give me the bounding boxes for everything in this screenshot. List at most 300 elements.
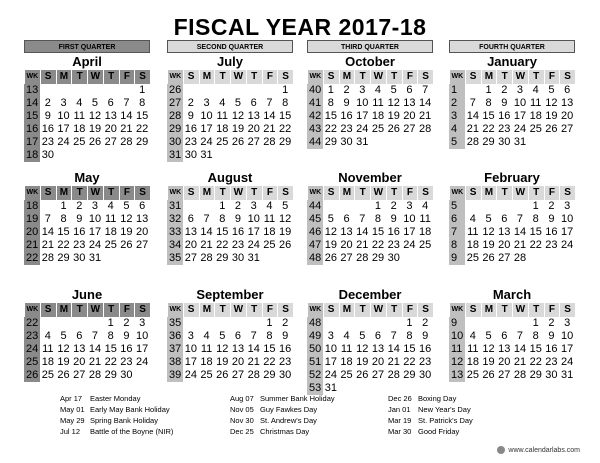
day-cell [402,136,418,149]
month-march [449,287,575,382]
day-cell: 11 [340,343,353,355]
month-name: March [492,287,532,302]
day-cell: 20 [340,239,353,251]
week-number: 9 [449,252,465,265]
week-row [24,239,150,252]
month-september [167,287,293,382]
day-cell: 3 [139,317,146,329]
day-cell: 13 [184,226,197,238]
day-cell: 2 [548,200,555,212]
week-row [307,110,433,123]
weekday-label: T [103,186,119,200]
day-cell: 22 [216,239,229,251]
weekday-label: S [183,303,199,317]
day-cell: 27 [73,369,86,381]
day-cell: 24 [88,239,102,251]
weekday-label: S [465,70,481,84]
day-cell [559,252,575,265]
holiday-list-2 [230,393,335,437]
day-cell: 18 [419,226,432,238]
day-cell: 7 [250,330,257,342]
day-cell: 15 [263,343,276,355]
day-cell [323,200,339,213]
day-cell: 13 [371,343,385,355]
weekday-label: W [87,70,103,84]
weekday-label: T [386,70,402,84]
day-cell: 31 [513,136,527,148]
day-cell: 25 [216,136,229,148]
day-cell [103,149,119,162]
day-cell: 2 [548,317,555,329]
day-cell: 21 [513,356,527,368]
day-cell: 5 [234,97,242,109]
week-row [24,252,150,265]
day-cell: 25 [466,252,479,264]
day-cell: 21 [200,239,213,251]
week-row [449,84,575,97]
week-number: 33 [169,226,182,238]
week-number: 42 [309,110,322,122]
week-number: 11 [449,343,465,356]
day-cell: 12 [231,110,245,122]
weekday-label: M [339,186,355,200]
day-cell: 24 [184,369,197,381]
weekday-label: T [386,303,402,317]
day-cell: 11 [263,213,276,225]
weekday-header [307,186,433,200]
day-cell [339,317,355,330]
day-cell: 20 [371,356,385,368]
week-number-header: WK [449,303,465,317]
day-cell: 29 [104,369,117,381]
week-number: 1 [449,84,465,97]
day-cell: 29 [136,136,149,148]
day-cell: 30 [231,252,245,264]
week-row [449,330,575,343]
day-cell: 2 [76,200,83,212]
day-cell: 31 [247,252,260,264]
day-cell: 15 [57,226,70,238]
day-cell: 12 [324,226,337,238]
footer [497,446,580,454]
week-number: 13 [451,369,464,381]
day-cell: 21 [466,123,479,135]
day-cell: 23 [419,356,432,368]
day-cell: 27 [561,123,574,135]
week-row [24,136,150,149]
day-cell [199,200,215,213]
day-cell: 21 [120,123,133,135]
day-cell: 10 [356,97,369,109]
week-number: 16 [26,123,39,135]
day-cell: 18 [466,356,479,368]
day-cell: 5 [485,213,492,225]
week-row [449,200,575,213]
day-cell: 22 [482,123,495,135]
fourth-quarter-header: FOURTH QUARTER [449,40,575,53]
day-cell [481,317,497,330]
day-cell: 9 [422,330,429,342]
week-row [167,213,293,226]
day-cell [103,252,119,265]
day-cell: 30 [73,252,86,264]
day-cell: 10 [324,343,337,355]
day-cell [214,317,230,330]
weekday-header [167,70,293,84]
weekday-label: S [134,186,150,200]
weekday-label: T [354,303,370,317]
day-cell: 24 [57,136,70,148]
weekday-label: S [183,186,199,200]
day-cell: 16 [419,343,432,355]
day-cell: 6 [564,84,571,96]
day-cell: 28 [88,369,102,381]
weekday-label: W [230,186,246,200]
day-cell: 12 [57,343,70,355]
day-cell: 23 [184,136,197,148]
week-row [307,330,433,343]
day-cell: 27 [340,252,353,264]
week-row [307,343,433,356]
day-cell: 28 [247,369,260,381]
day-cell [246,149,262,162]
day-cell: 24 [356,123,369,135]
day-cell: 26 [482,252,495,264]
day-cell: 22 [57,239,70,251]
day-cell: 3 [187,330,194,342]
day-cell: 9 [76,213,83,225]
week-row [307,239,433,252]
day-cell: 7 [44,213,51,225]
week-row [307,226,433,239]
day-cell: 27 [371,369,385,381]
day-cell: 14 [356,226,369,238]
week-number: 22 [26,252,39,264]
day-cell: 24 [324,369,337,381]
weekday-label: W [512,186,528,200]
day-cell [528,252,544,265]
day-cell: 27 [231,369,245,381]
day-cell: 4 [107,200,114,212]
week-row [307,200,433,213]
holiday-item [60,404,173,415]
weekday-label: S [40,186,56,200]
day-cell [339,382,355,395]
day-cell [262,149,278,162]
day-cell: 7 [516,213,524,225]
month-name: November [338,170,402,185]
day-cell: 21 [41,239,54,251]
month-october [307,54,433,149]
day-cell: 14 [466,110,479,122]
day-cell: 31 [356,136,369,148]
weekday-label: S [417,186,433,200]
day-cell: 16 [231,226,245,238]
day-cell: 3 [91,200,99,212]
week-number-header: WK [24,186,40,200]
day-cell: 20 [231,356,245,368]
day-cell: 6 [107,97,114,109]
day-cell: 17 [324,356,337,368]
day-cell [386,317,402,330]
week-row [24,330,150,343]
day-cell: 4 [266,200,273,212]
week-row [307,123,433,136]
day-cell: 23 [387,239,400,251]
week-number: 44 [309,136,322,148]
day-cell: 10 [200,110,213,122]
day-cell [40,200,56,213]
holiday-item [388,415,473,426]
day-cell: 17 [356,110,369,122]
day-cell: 8 [60,213,67,225]
day-cell: 1 [60,200,67,212]
day-cell: 1 [485,84,492,96]
holiday-name: Spring Bank Holiday [90,416,158,425]
week-number: 28 [169,110,182,122]
day-cell: 28 [419,123,432,135]
day-cell [339,200,355,213]
day-cell: 5 [327,213,334,225]
weekday-header [307,303,433,317]
weekday-label: S [183,70,199,84]
day-cell: 11 [42,343,54,355]
day-cell: 15 [279,110,292,122]
first-quarter-header: FIRST QUARTER [24,40,150,53]
day-cell: 14 [419,97,432,109]
day-cell [183,84,199,97]
week-number: 36 [169,330,182,342]
weekday-label: F [119,70,135,84]
holiday-item [388,404,473,415]
day-cell: 30 [419,369,432,381]
day-cell: 8 [406,330,413,342]
week-number: 14 [26,97,39,109]
week-number: 31 [169,200,182,212]
day-cell [246,317,262,330]
day-cell: 10 [136,330,149,342]
weekday-label: S [559,303,575,317]
day-cell: 5 [123,200,130,212]
day-cell: 23 [545,356,558,368]
day-cell: 12 [387,97,400,109]
day-cell: 25 [340,369,353,381]
day-cell [214,149,230,162]
day-cell: 20 [104,123,117,135]
day-cell: 3 [564,200,571,212]
day-cell [56,149,72,162]
weekday-label: S [277,186,293,200]
week-number: 23 [26,330,39,342]
site-logo-icon [497,446,505,454]
week-number: 34 [169,239,182,251]
weekday-label: W [370,303,386,317]
day-cell: 8 [485,97,492,109]
day-cell: 28 [513,369,527,381]
day-cell: 2 [123,317,130,329]
day-cell: 21 [356,239,369,251]
day-cell [230,317,246,330]
day-cell [119,84,135,97]
week-number: 15 [26,110,39,122]
week-number: 38 [169,356,182,368]
weekday-label: S [417,303,433,317]
day-cell: 9 [187,110,194,122]
day-cell: 5 [282,200,289,212]
holiday-list-1 [60,393,173,437]
week-row [167,110,293,123]
weekday-header [449,303,575,317]
week-number-header: WK [167,303,183,317]
weekday-header [449,70,575,84]
day-cell: 22 [529,356,542,368]
month-april [24,54,150,162]
day-cell: 4 [44,330,51,342]
day-cell: 31 [200,149,213,161]
holiday-name: Easter Monday [90,394,141,403]
weekday-label: T [496,303,512,317]
week-number: 40 [309,84,322,96]
day-cell: 30 [498,136,511,148]
week-row [167,84,293,97]
day-cell: 19 [216,356,229,368]
day-cell: 12 [356,343,369,355]
day-cell: 4 [343,330,350,342]
week-number: 26 [169,84,182,96]
month-name: July [216,54,243,69]
weekday-label: S [465,186,481,200]
week-row [449,317,575,330]
day-cell: 22 [104,356,117,368]
weekday-label: W [230,303,246,317]
day-cell: 4 [219,97,226,109]
third-quarter-header: THIRD QUARTER [307,40,433,53]
week-row [24,226,150,239]
day-cell: 14 [88,343,102,355]
week-number: 32 [169,213,182,225]
day-cell: 19 [57,356,70,368]
day-cell: 16 [120,343,133,355]
day-cell: 19 [356,356,369,368]
day-cell: 9 [343,97,350,109]
month-name: February [484,170,540,185]
day-cell [56,317,72,330]
day-cell: 7 [266,97,273,109]
day-cell: 24 [247,239,260,251]
day-cell: 8 [532,213,539,225]
day-cell: 6 [187,213,194,225]
week-row [449,136,575,149]
day-cell [354,317,370,330]
weekday-label: M [481,303,497,317]
day-cell: 14 [513,343,527,355]
week-row [24,200,150,213]
day-cell: 5 [390,84,397,96]
weekday-label: M [199,303,215,317]
day-cell: 29 [371,252,385,264]
day-cell: 13 [403,97,416,109]
day-cell: 27 [136,239,149,251]
day-cell: 25 [466,369,479,381]
day-cell: 10 [403,213,416,225]
day-cell: 25 [104,239,117,251]
weekday-label: F [402,303,418,317]
day-cell: 19 [279,226,292,238]
day-cell: 6 [406,84,413,96]
day-cell: 16 [545,226,558,238]
footer-link[interactable]: www.calendarlabs.com [508,446,580,454]
weekday-label: F [262,303,278,317]
day-cell: 19 [482,239,495,251]
day-cell: 4 [203,330,210,342]
day-cell: 16 [184,123,197,135]
day-cell: 26 [279,239,292,251]
day-cell: 22 [279,123,292,135]
weekday-label: T [528,70,544,84]
week-number: 7 [449,226,465,239]
day-cell: 17 [88,226,102,238]
day-cell: 19 [231,123,245,135]
day-cell [559,136,575,149]
day-cell: 13 [231,343,245,355]
day-cell: 6 [250,97,257,109]
week-number: 47 [309,239,322,251]
weekday-label: S [134,70,150,84]
day-cell: 25 [41,369,54,381]
week-row [24,123,150,136]
holiday-item [230,393,335,404]
day-cell: 10 [88,213,102,225]
holiday-item [388,393,473,404]
day-cell: 3 [516,84,524,96]
weekday-header [167,303,293,317]
day-cell: 5 [219,330,226,342]
day-cell: 15 [529,343,542,355]
week-number: 41 [309,97,322,109]
day-cell [56,84,72,97]
day-cell [512,317,528,330]
week-number: 3 [449,110,465,123]
day-cell: 25 [529,123,542,135]
day-cell: 7 [123,97,130,109]
day-cell: 20 [247,123,260,135]
day-cell: 14 [41,226,54,238]
day-cell: 11 [419,213,431,225]
day-cell: 2 [187,97,194,109]
day-cell [40,84,56,97]
month-may [24,170,150,265]
weekday-label: T [71,186,87,200]
day-cell: 17 [136,343,149,355]
day-cell: 11 [372,97,384,109]
day-cell: 17 [184,356,197,368]
day-cell: 18 [340,356,353,368]
day-cell: 29 [529,369,542,381]
week-number: 25 [26,356,39,368]
holiday-name: New Year's Day [418,405,471,414]
day-cell: 7 [91,330,99,342]
day-cell: 25 [200,369,213,381]
day-cell: 11 [104,213,117,225]
day-cell: 28 [120,136,133,148]
week-row [307,252,433,265]
day-cell: 18 [216,123,229,135]
week-number-header: WK [449,186,465,200]
holiday-name: Boxing Day [418,394,457,403]
day-cell: 26 [324,252,337,264]
week-row [167,252,293,265]
week-number: 8 [449,239,465,252]
